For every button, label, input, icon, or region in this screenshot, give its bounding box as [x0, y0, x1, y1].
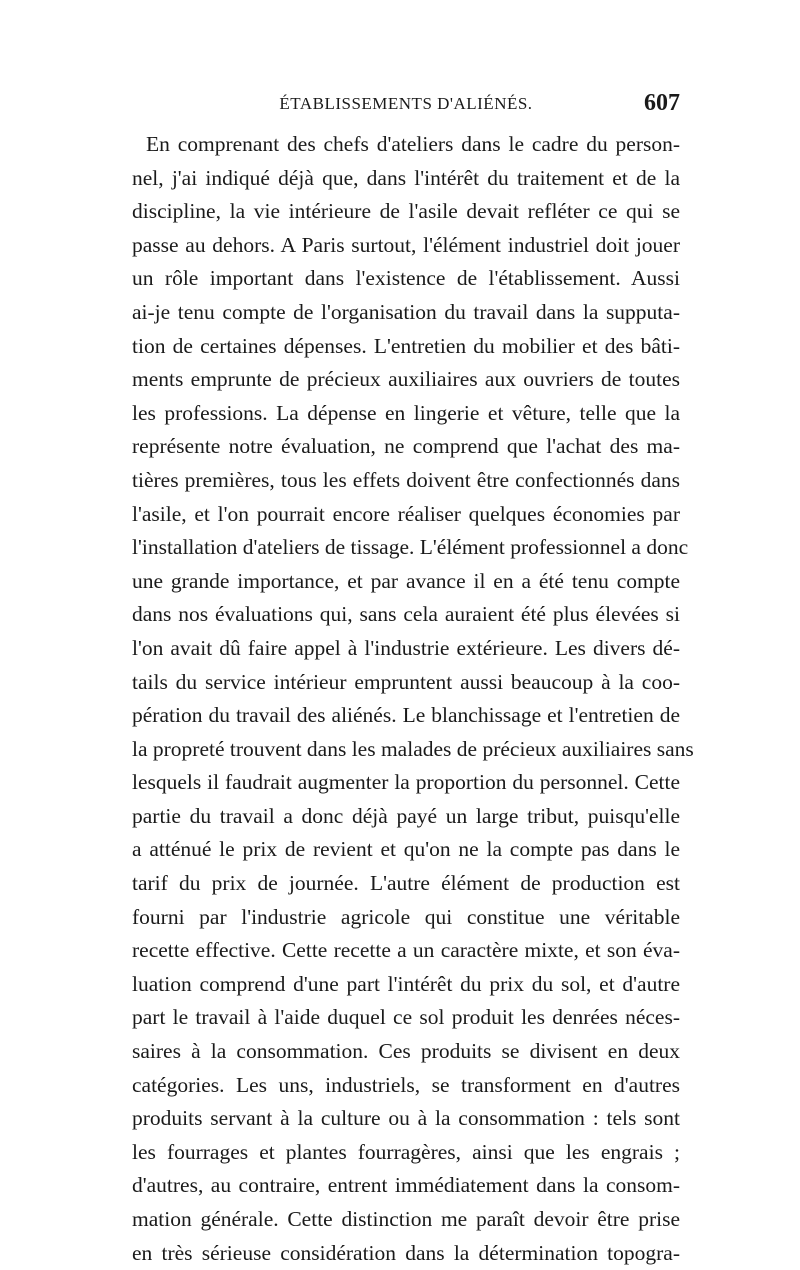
body-text	[132, 128, 694, 1270]
text-line: en très sérieuse considération dans la détermination topogra-	[132, 1240, 680, 1265]
text-line: tails du service intérieur empruntent aussi beaucoup à la coo-	[132, 669, 680, 694]
text-line: discipline, la vie intérieure de l'asile devait refléter ce qui se	[132, 199, 680, 224]
text-line: l'on avait dû faire appel à l'industrie extérieure. Les divers dé-	[132, 635, 680, 660]
text-line: recette effective. Cette recette a un caractère mixte, et son éva-	[132, 938, 680, 963]
text-line: dans nos évaluations qui, sans cela auraient été plus élevées si	[132, 602, 680, 627]
text-line: d'autres, au contraire, entrent immédiatement dans la consom-	[132, 1173, 680, 1198]
text-line: tières premières, tous les effets doivent être confectionnés dans	[132, 467, 680, 492]
text-line: l'asile, et l'on pourrait encore réaliser quelques économies par	[132, 501, 680, 526]
page-header	[132, 90, 680, 120]
text-line: tarif du prix de journée. L'autre élément de production est	[132, 871, 680, 896]
text-line: pération du travail des aliénés. Le blanchissage et l'entretien de	[132, 703, 680, 728]
text-line: un rôle important dans l'existence de l'établissement. Aussi	[132, 266, 680, 291]
text-line: ments emprunte de précieux auxiliaires aux ouvriers de toutes	[132, 367, 680, 392]
text-line: représente notre évaluation, ne comprend que l'achat des ma-	[132, 434, 680, 459]
text-line: partie du travail a donc déjà payé un large tribut, puisqu'elle	[132, 803, 680, 828]
text-line: nel, j'ai indiqué déjà que, dans l'intérêt du traitement et de la	[132, 165, 680, 190]
text-line: En comprenant des chefs d'ateliers dans le cadre du person-	[146, 132, 680, 156]
text-line: passe au dehors. A Paris surtout, l'élément industriel doit jouer	[132, 232, 680, 257]
page-number: 607	[644, 90, 680, 116]
text-line: l'installation d'ateliers de tissage. L'élément professionnel a donc	[132, 535, 689, 560]
text-line: tion de certaines dépenses. L'entretien du mobilier et des bâti-	[132, 333, 680, 358]
text-line: les professions. La dépense en lingerie et vêture, telle que la	[132, 400, 680, 425]
text-line: la propreté trouvent dans les malades de précieux auxiliaires sans	[132, 736, 694, 761]
text-line: fourni par l'industrie agricole qui constitue une véritable	[132, 904, 680, 929]
text-line: produits servant à la culture ou à la consommation : tels sont	[132, 1106, 680, 1131]
text-line: luation comprend d'une part l'intérêt du prix du sol, et d'autre	[132, 971, 680, 996]
text-line: ai-je tenu compte de l'organisation du travail dans la supputa-	[132, 299, 680, 324]
text-line: a atténué le prix de revient et qu'on ne la compte pas dans le	[132, 837, 680, 862]
text-line: saires à la consommation. Ces produits se divisent en deux	[132, 1039, 680, 1064]
text-line: les fourrages et plantes fourragères, ainsi que les engrais ;	[132, 1139, 680, 1164]
running-title: ÉTABLISSEMENTS D'ALIÉNÉS.	[279, 94, 533, 113]
text-line: une grande importance, et par avance il en a été tenu compte	[132, 568, 680, 593]
text-line: lesquels il faudrait augmenter la proportion du personnel. Cette	[132, 770, 680, 795]
text-line: catégories. Les uns, industriels, se transforment en d'autres	[132, 1072, 680, 1097]
text-line: mation générale. Cette distinction me paraît devoir être prise	[132, 1207, 680, 1231]
text-line: part le travail à l'aide duquel ce sol produit les denrées néces-	[132, 1005, 680, 1030]
